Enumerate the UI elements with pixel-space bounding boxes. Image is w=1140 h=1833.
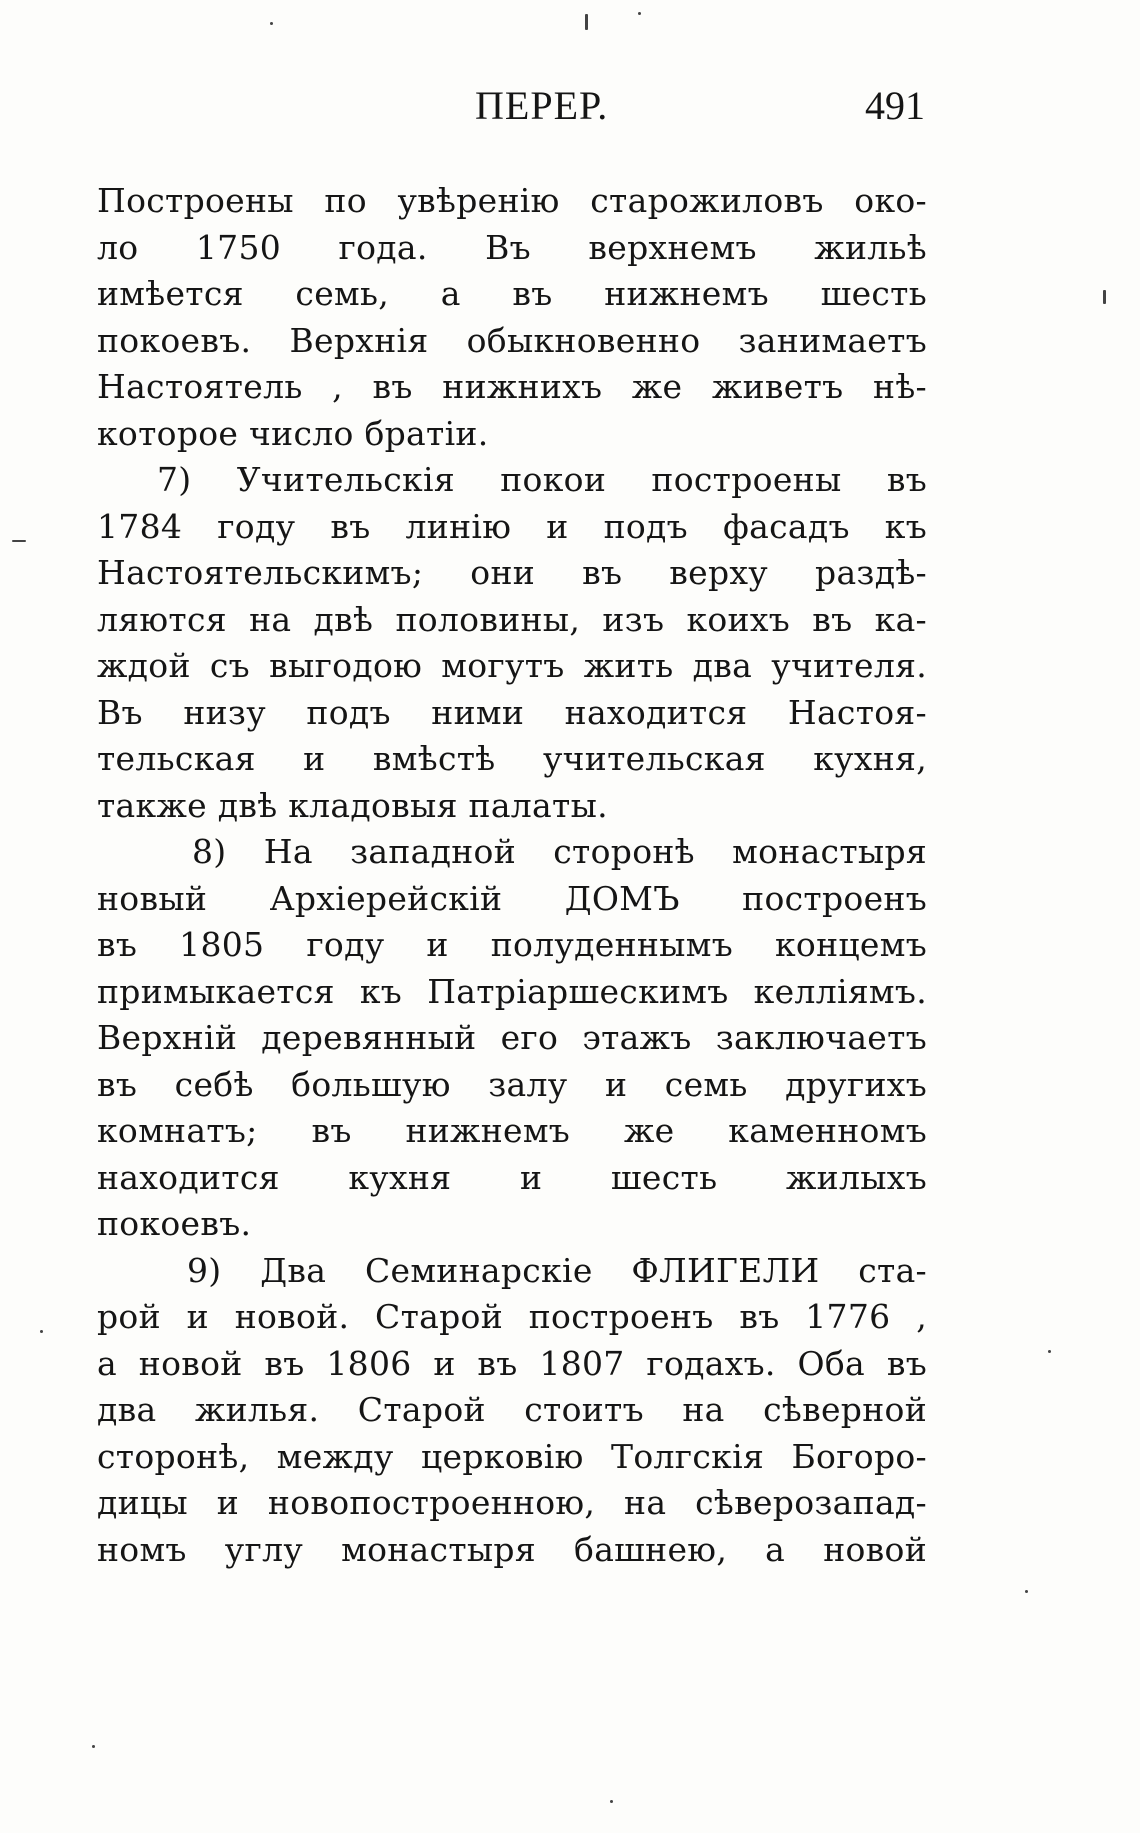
scan-speck	[1048, 1350, 1051, 1353]
text-line: также двѣ кладовыя палаты.	[97, 785, 608, 825]
text-line: тельская и вмѣстѣ учительская кухня,	[97, 739, 927, 778]
text-line: Въ низу подъ ними находится Настоя-	[97, 692, 927, 732]
text-line: имѣется семь, а въ нижнемъ шесть	[97, 274, 927, 313]
scan-speck	[92, 1745, 95, 1748]
scan-speck	[12, 540, 26, 542]
text-line: Настоятель , въ нижнихъ же живетъ нѣ-	[97, 367, 927, 406]
text-line: дицы и новопостроенною, на сѣверозапад-	[97, 1483, 927, 1522]
scan-speck	[585, 14, 588, 30]
text-line: находится кухня и шесть жилыхъ	[97, 1157, 927, 1197]
paragraph-8-start: 8) На западной сторонѣ монастыря	[192, 832, 927, 871]
scan-speck	[1103, 290, 1106, 304]
scan-speck	[610, 1800, 613, 1803]
text-line: въ себѣ большую залу и семь другихъ	[97, 1064, 927, 1104]
text-line: покоевъ.	[97, 1204, 252, 1243]
scan-speck	[40, 1330, 43, 1333]
paragraph-7-start: 7) Учительскія покои построены въ	[157, 460, 927, 499]
paragraph-9-start: 9) Два Семинарскіе ФЛИГЕЛИ ста-	[187, 1250, 927, 1290]
body-text	[97, 178, 927, 1573]
text-line: Построены по увѣренію старожиловъ око-	[97, 181, 927, 220]
scan-speck	[638, 12, 641, 15]
text-line: ляются на двѣ половины, изъ коихъ въ ка-	[97, 599, 927, 639]
scan-speck	[270, 22, 273, 25]
scan-speck	[1025, 1590, 1028, 1593]
text-line: номъ углу монастыря башнею, а новой	[97, 1529, 927, 1569]
text-line: ло 1750 года. Въ верхнемъ жильѣ	[97, 227, 927, 267]
page-number: 491	[865, 83, 925, 128]
running-title: ПЕРЕР.	[475, 83, 609, 128]
text-line: въ 1805 году и полуденнымъ концемъ	[97, 925, 927, 964]
text-line: комнатъ; въ нижнемъ же каменномъ	[97, 1111, 927, 1150]
text-line: рой и новой. Старой построенъ въ 1776 ,	[97, 1297, 927, 1336]
text-line: Настоятельскимъ; они въ верху раздѣ-	[97, 553, 927, 592]
text-line: ждой съ выгодою могутъ жить два учителя.	[97, 646, 927, 685]
text-line: которое число братіи.	[97, 413, 489, 453]
text-line: примыкается къ Патріаршескимъ келліямъ.	[97, 971, 927, 1011]
text-line: покоевъ. Верхнія обыкновенно занимаетъ	[97, 320, 927, 360]
text-line: новый Архіерейскій ДОМЪ построенъ	[97, 878, 927, 918]
text-line: Верхній деревянный его этажъ заключаетъ	[97, 1018, 927, 1057]
text-line: а новой въ 1806 и въ 1807 годахъ. Оба въ	[97, 1343, 927, 1383]
running-header	[95, 82, 925, 142]
text-line: сторонѣ, между церковію Толгскія Богоро-	[97, 1436, 927, 1476]
text-line: 1784 году въ линію и подъ фасадъ къ	[97, 506, 927, 546]
text-line: два жилья. Старой стоитъ на сѣверной	[97, 1390, 927, 1429]
